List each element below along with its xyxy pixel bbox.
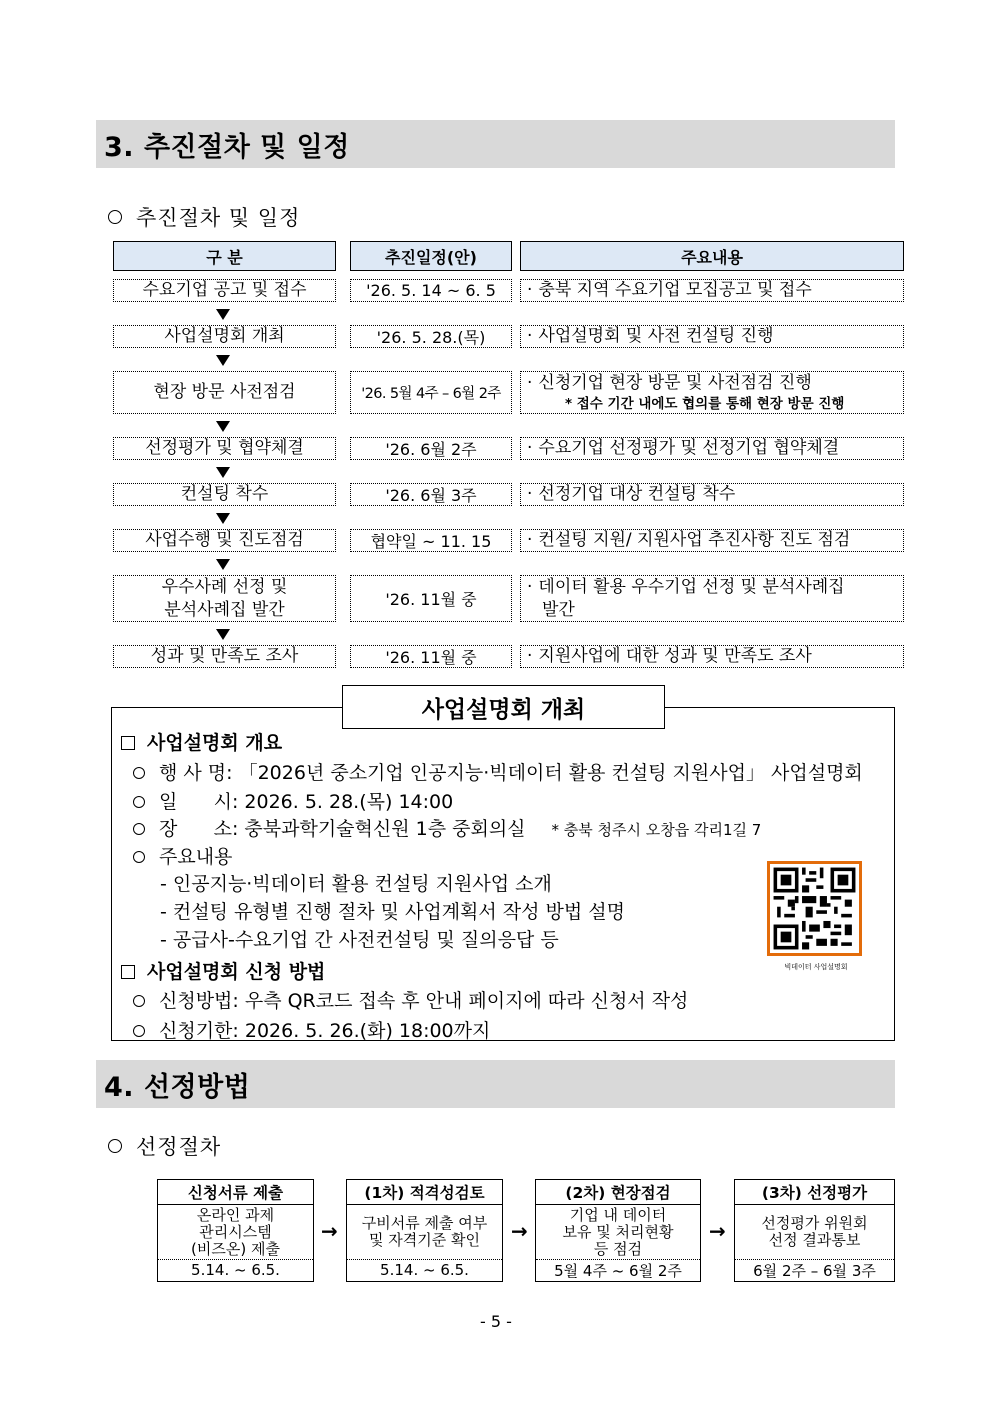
step-title: (3차) 선정평가 (735, 1180, 894, 1205)
circle-bullet-icon (133, 767, 145, 779)
apply-deadline-line: 신청기한: 2026. 5. 26.(화) 18:00까지 (121, 1016, 490, 1043)
date-cell: '26. 5. 14 ~ 6. 5 (350, 279, 512, 302)
checkbox-square-icon (121, 736, 135, 750)
step-title: (2차) 현장점검 (536, 1180, 700, 1205)
circle-bullet-icon (108, 1139, 122, 1153)
circle-bullet-icon (133, 851, 145, 863)
apply-method-line: 신청방법: 우측 QR코드 접속 후 안내 페이지에 따라 신청서 작성 (121, 986, 688, 1013)
content-cell: · 컨설팅 지원/ 지원사업 추진사항 진도 점검 (520, 529, 904, 552)
section-3-title: 3. 추진절차 및 일정 (104, 131, 350, 163)
step-date: 5.14. ~ 6.5. (380, 1261, 469, 1279)
col-header-date: 추진일정(안) (350, 241, 512, 271)
col-header-stage: 구 분 (113, 241, 336, 271)
stage-cell: 수요기업 공고 및 접수 (113, 279, 336, 302)
circle-bullet-icon (133, 1025, 145, 1037)
down-arrow-icon (216, 559, 230, 570)
step-title: (1차) 적격성검토 (347, 1180, 502, 1205)
date-cell: '26. 6월 2주 (350, 437, 512, 460)
date-cell: '26. 5. 28.(목) (350, 325, 512, 348)
schedule-subheading: 추진절차 및 일정 (108, 202, 300, 232)
content-cell: · 충북 지역 수요기업 모집공고 및 접수 (520, 279, 904, 302)
content-cell: · 수요기업 선정평가 및 선정기업 협약체결 (520, 437, 904, 460)
qr-caption: 빅데이터 사업설명회 (784, 963, 848, 971)
qr-code[interactable] (767, 861, 862, 956)
page-number: - 5 - (480, 1312, 512, 1331)
down-arrow-icon (216, 629, 230, 640)
down-arrow-icon (216, 421, 230, 432)
content-item: - 인공지능·빅데이터 활용 컨설팅 지원사업 소개 (160, 873, 552, 895)
date-cell: 협약일 ~ 11. 15 (350, 529, 512, 552)
content-cell: · 사업설명회 및 사전 컨설팅 진행 (520, 325, 904, 348)
selection-step (535, 1179, 701, 1282)
briefing-title: 사업설명회 개최 (342, 685, 665, 729)
step-date: 5월 4주 ~ 6월 2주 (554, 1261, 682, 1280)
content-cell: · 신청기업 현장 방문 및 사전점검 진행 * 접수 기간 내에도 협의를 통해 현장 방문 진행 (520, 371, 904, 414)
content-cell: · 지원사업에 대한 성과 및 만족도 조사 (520, 645, 904, 668)
step-title: 신청서류 제출 (158, 1180, 313, 1205)
date-cell: '26. 6월 3주 (350, 483, 512, 506)
right-arrow-icon: → (511, 1219, 528, 1243)
selection-subheading: 선정절차 (108, 1131, 221, 1161)
checkbox-square-icon (121, 965, 135, 979)
apply-heading: 사업설명회 신청 방법 (121, 957, 325, 984)
content-note: * 접수 기간 내에도 협의를 통해 현장 방문 진행 (565, 396, 845, 412)
selection-step (157, 1179, 314, 1282)
content-item: - 공급사-수요기업 간 사전컨설팅 및 질의응답 등 (160, 929, 559, 951)
step-body: 선정평가 위원회 선정 결과통보 (735, 1205, 894, 1260)
stage-cell: 현장 방문 사전점검 (113, 371, 336, 414)
stage-cell: 컨설팅 착수 (113, 483, 336, 506)
down-arrow-icon (216, 309, 230, 320)
down-arrow-icon (216, 467, 230, 478)
step-date: 5.14. ~ 6.5. (191, 1261, 280, 1279)
date-cell: '26. 11월 중 (350, 575, 512, 622)
down-arrow-icon (216, 355, 230, 366)
datetime-line: 일 시: 2026. 5. 28.(목) 14:00 (121, 787, 453, 814)
date-cell: '26. 5월 4주 – 6월 2주 (350, 371, 512, 414)
overview-heading: 사업설명회 개요 (121, 728, 282, 755)
step-date: 6월 2주 – 6월 3주 (753, 1261, 876, 1280)
section-4-title: 4. 선정방법 (104, 1071, 251, 1103)
date-cell: '26. 11월 중 (350, 645, 512, 668)
right-arrow-icon: → (321, 1219, 338, 1243)
step-body: 구비서류 제출 여부 및 자격기준 확인 (347, 1205, 502, 1260)
content-cell: · 선정기업 대상 컨설팅 착수 (520, 483, 904, 506)
stage-cell: 사업수행 및 진도점검 (113, 529, 336, 552)
content-item: - 컨설팅 유형별 진행 절차 및 사업계획서 작성 방법 설명 (160, 901, 626, 923)
step-body: 기업 내 데이터 보유 및 처리현황 등 점검 (536, 1205, 700, 1260)
col-header-content: 주요내용 (520, 241, 904, 271)
circle-bullet-icon (133, 796, 145, 808)
content-cell: · 데이터 활용 우수기업 선정 및 분석사례집 발간 (520, 575, 904, 622)
section-4-header (96, 1060, 895, 1108)
step-body: 온라인 과제 관리시스템 (비즈온) 제출 (158, 1205, 313, 1260)
stage-cell: 선정평가 및 협약체결 (113, 437, 336, 460)
section-3-header (96, 120, 895, 168)
content-label-line: 주요내용 (121, 842, 232, 869)
qr-code-icon (770, 864, 859, 953)
circle-bullet-icon (133, 823, 145, 835)
stage-cell: 우수사례 선정 및 분석사례집 발간 (113, 575, 336, 622)
selection-step (734, 1179, 895, 1282)
right-arrow-icon: → (709, 1219, 726, 1243)
circle-bullet-icon (133, 995, 145, 1007)
stage-cell: 성과 및 만족도 조사 (113, 645, 336, 668)
selection-step (346, 1179, 503, 1282)
place-line: 장 소: 충북과학기술혁신원 1층 중회의실 * 충북 청주시 오창읍 각리1길 7 (121, 814, 761, 841)
event-name-line: 행 사 명: 「2026년 중소기업 인공지능·빅데이터 활용 컨설팅 지원사업」 사업설명회 (121, 758, 863, 785)
down-arrow-icon (216, 513, 230, 524)
circle-bullet-icon (108, 210, 122, 224)
stage-cell: 사업설명회 개최 (113, 325, 336, 348)
